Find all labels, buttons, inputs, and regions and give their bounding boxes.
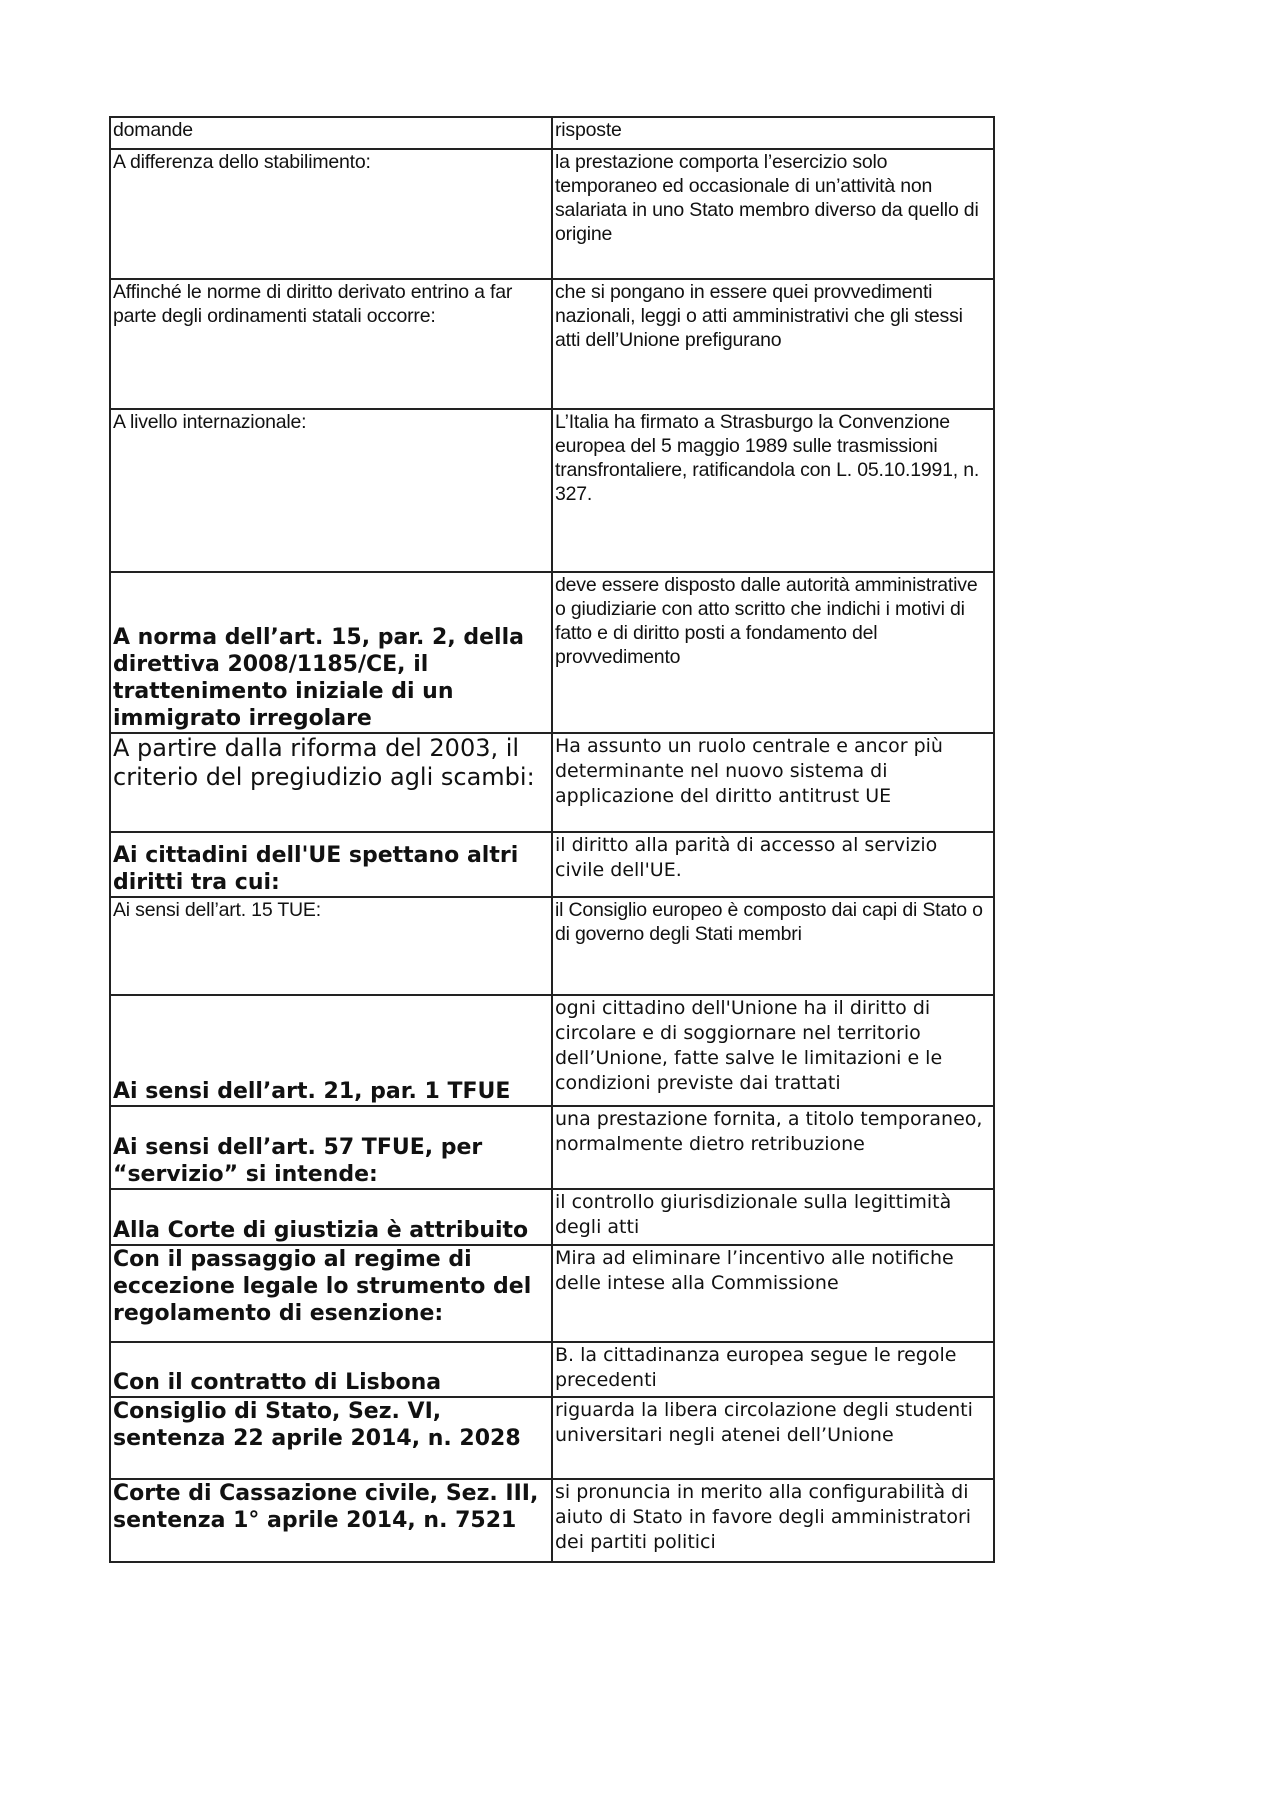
table-header-row [110, 117, 994, 149]
column-header-answers: risposte [552, 117, 994, 149]
question-cell: Ai cittadini dell'UE spettano altri diritti tra cui: [110, 832, 552, 897]
table-row [110, 409, 994, 572]
question-cell: Ai sensi dell’art. 57 TFUE, per “servizio” si intende: [110, 1106, 552, 1189]
table-row [110, 995, 994, 1106]
question-cell: Alla Corte di giustizia è attribuito [110, 1189, 552, 1245]
table-row [110, 832, 994, 897]
answer-cell: riguarda la libera circolazione degli studenti universitari negli atenei dell’Unione [552, 1397, 994, 1479]
answer-cell: deve essere disposto dalle autorità amministrative o giudiziarie con atto scritto che indichi i motivi di fatto e di diritto posti a fondamento del provvedimento [552, 572, 994, 733]
answer-cell: Mira ad eliminare l’incentivo alle notifiche delle intese alla Commissione [552, 1245, 994, 1342]
answer-cell: si pronuncia in merito alla configurabilità di aiuto di Stato in favore degli amministratori dei partiti politici [552, 1479, 994, 1562]
answer-cell: che si pongano in essere quei provvedimenti nazionali, leggi o atti amministrativi che gli stessi atti dell’Unione prefigurano [552, 279, 994, 409]
answer-cell: ogni cittadino dell'Unione ha il diritto di circolare e di soggiornare nel territorio dell’Unione, fatte salve le limitazioni e le condizioni previste dai trattati [552, 995, 994, 1106]
answer-cell: una prestazione fornita, a titolo temporaneo, normalmente dietro retribuzione [552, 1106, 994, 1189]
question-cell: Con il contratto di Lisbona [110, 1342, 552, 1397]
table-row [110, 1479, 994, 1562]
table-row [110, 279, 994, 409]
answer-cell: il diritto alla parità di accesso al servizio civile dell'UE. [552, 832, 994, 897]
table-row [110, 149, 994, 279]
table-row [110, 1106, 994, 1189]
table-row [110, 1342, 994, 1397]
table-row [110, 733, 994, 832]
question-cell: Ai sensi dell’art. 21, par. 1 TFUE [110, 995, 552, 1106]
table-row [110, 572, 994, 733]
question-cell: A norma dell’art. 15, par. 2, della direttiva 2008/1185/CE, il trattenimento iniziale di un immigrato irregolare [110, 572, 552, 733]
question-cell: Consiglio di Stato, Sez. VI, sentenza 22 aprile 2014, n. 2028 [110, 1397, 552, 1479]
question-cell: A partire dalla riforma del 2003, il criterio del pregiudizio agli scambi: [110, 733, 552, 832]
question-cell: Ai sensi dell’art. 15 TUE: [110, 897, 552, 995]
question-cell: Con il passaggio al regime di eccezione legale lo strumento del regolamento di esenzione: [110, 1245, 552, 1342]
answer-cell: la prestazione comporta l’esercizio solo temporaneo ed occasionale di un’attività non salariata in uno Stato membro diverso da quello di origine [552, 149, 994, 279]
answer-cell: il Consiglio europeo è composto dai capi di Stato o di governo degli Stati membri [552, 897, 994, 995]
question-cell: Corte di Cassazione civile, Sez. III, sentenza 1° aprile 2014, n. 7521 [110, 1479, 552, 1562]
table-row [110, 1189, 994, 1245]
answer-cell: Ha assunto un ruolo centrale e ancor più determinante nel nuovo sistema di applicazione del diritto antitrust UE [552, 733, 994, 832]
answer-cell: L’Italia ha firmato a Strasburgo la Convenzione europea del 5 maggio 1989 sulle trasmissioni transfrontaliere, ratificandola con L. 05.10.1991, n. 327. [552, 409, 994, 572]
question-cell: A differenza dello stabilimento: [110, 149, 552, 279]
table-row [110, 1397, 994, 1479]
answer-cell: il controllo giurisdizionale sulla legittimità degli atti [552, 1189, 994, 1245]
column-header-questions: domande [110, 117, 552, 149]
question-cell: A livello internazionale: [110, 409, 552, 572]
table-row [110, 897, 994, 995]
qa-table [109, 116, 995, 1563]
answer-cell: B. la cittadinanza europea segue le regole precedenti [552, 1342, 994, 1397]
table-row [110, 1245, 994, 1342]
question-cell: Affinché le norme di diritto derivato entrino a far parte degli ordinamenti statali occorre: [110, 279, 552, 409]
